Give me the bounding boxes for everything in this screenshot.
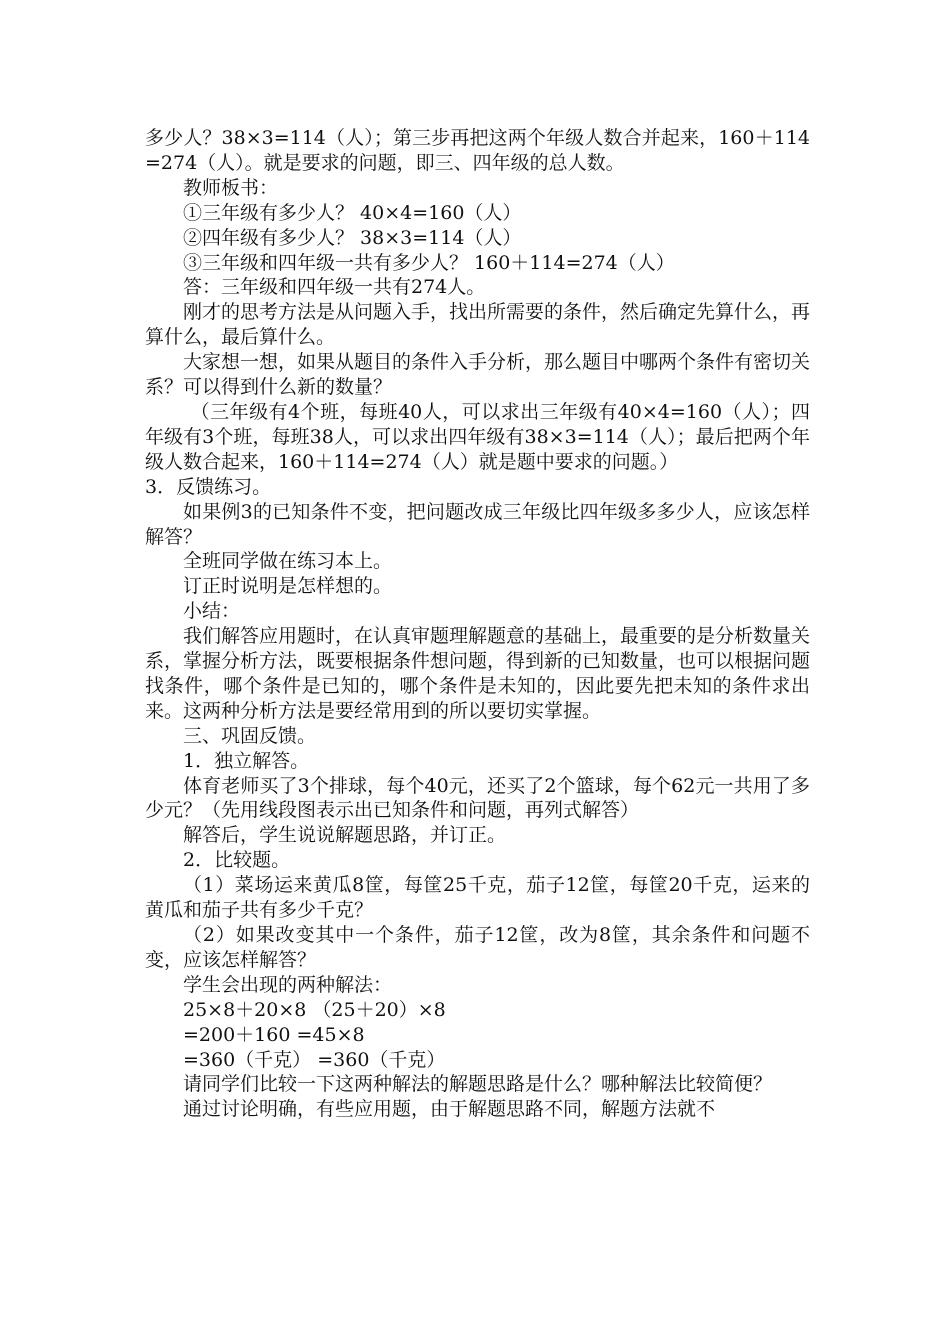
paragraph-continuation: 多少人？38×3=114（人）；第三步再把这两个年级人数合并起来，160＋114=274（人）。就是要求的问题，即三、四年级的总人数。: [145, 127, 810, 174]
paragraph-variant-question: 如果例3的已知条件不变，把问题改成三年级比四年级多多少人，应该怎样解答？: [145, 500, 810, 548]
subsection-compare: 2．比较题。: [183, 849, 291, 872]
paragraph-two-methods: 学生会出现的两种解法：: [183, 973, 393, 996]
board-answer: 答：三年级和四年级一共有274人。: [183, 276, 486, 299]
formula-line-1: 25×8＋20×8 （25＋20）×8: [183, 998, 446, 1021]
paragraph-pe-teacher-problem: 体育老师买了3个排球，每个40元，还买了2个篮球，每个62元一共用了多少元？（先用线段图表示出已知条件和问题，再列式解答）: [145, 774, 810, 822]
paragraph-compare-question: 请同学们比较一下这两种解法的解题思路是什么？哪种解法比较简便？: [183, 1073, 773, 1096]
section-feedback-practice: 3．反馈练习。: [145, 475, 272, 498]
paragraph-summary-heading: 小结：: [183, 600, 241, 623]
section-consolidation: 三、巩固反馈。: [183, 724, 317, 747]
board-step-1: ①三年级有多少人？ 40×4=160（人）: [183, 201, 522, 224]
paragraph-discussion: 通过讨论明确，有些应用题，由于解题思路不同，解题方法就不: [183, 1098, 716, 1121]
paragraph-method: 刚才的思考方法是从问题入手，找出所需要的条件，然后确定先算什么，再算什么，最后算什么。: [145, 301, 811, 349]
paragraph-class-work: 全班同学做在练习本上。: [183, 550, 393, 573]
paragraph-correction: 订正时说明是怎样想的。: [183, 575, 393, 598]
formula-line-2: =200＋160 =45×8: [183, 1023, 365, 1046]
document-page: [145, 126, 810, 1122]
paragraph-explanation: （三年级有4个班，每班40人，可以求出三年级有40×4=160（人）；四年级有3个班，每班38人，可以求出四年级有38×3=114（人）；最后把两个年级人数合起来，160＋114=274（人）就是题中要求的问题。）: [145, 400, 810, 473]
board-step-2: ②四年级有多少人？ 38×3=114（人）: [183, 226, 522, 249]
paragraph-problem-2: （2）如果改变其中一个条件，茄子12筐，改为8筐，其余条件和问题不变，应该怎样解答？: [145, 924, 810, 971]
formula-line-3: =360（千克） =360（千克）: [183, 1048, 446, 1071]
board-step-3: ③三年级和四年级一共有多少人？ 160＋114=274（人）: [183, 251, 675, 274]
paragraph-think: 大家想一想，如果从题目的条件入手分析，那么题目中哪两个条件有密切关系？可以得到什么新的数量？: [145, 351, 811, 399]
paragraph-board-heading: 教师板书：: [183, 176, 279, 199]
paragraph-problem-1: （1）菜场运来黄瓜8筐，每筐25千克，茄子12筐，每筐20千克，运来的黄瓜和茄子共有多少千克？: [145, 874, 810, 922]
paragraph-after-solving: 解答后，学生说说解题思路，并订正。: [183, 824, 507, 847]
subsection-independent: 1．独立解答。: [183, 749, 310, 772]
paragraph-summary: 我们解答应用题时，在认真审题理解题意的基础上，最重要的是分析数量关系，掌握分析方法，既要根据条件想问题，得到新的已知数量，也可以根据问题找条件，哪个条件是已知的，哪个条件是未知的，因此要先把未知的条件求出来。这两种分析方法是要经常用到的所以要切实掌握。: [145, 625, 811, 722]
